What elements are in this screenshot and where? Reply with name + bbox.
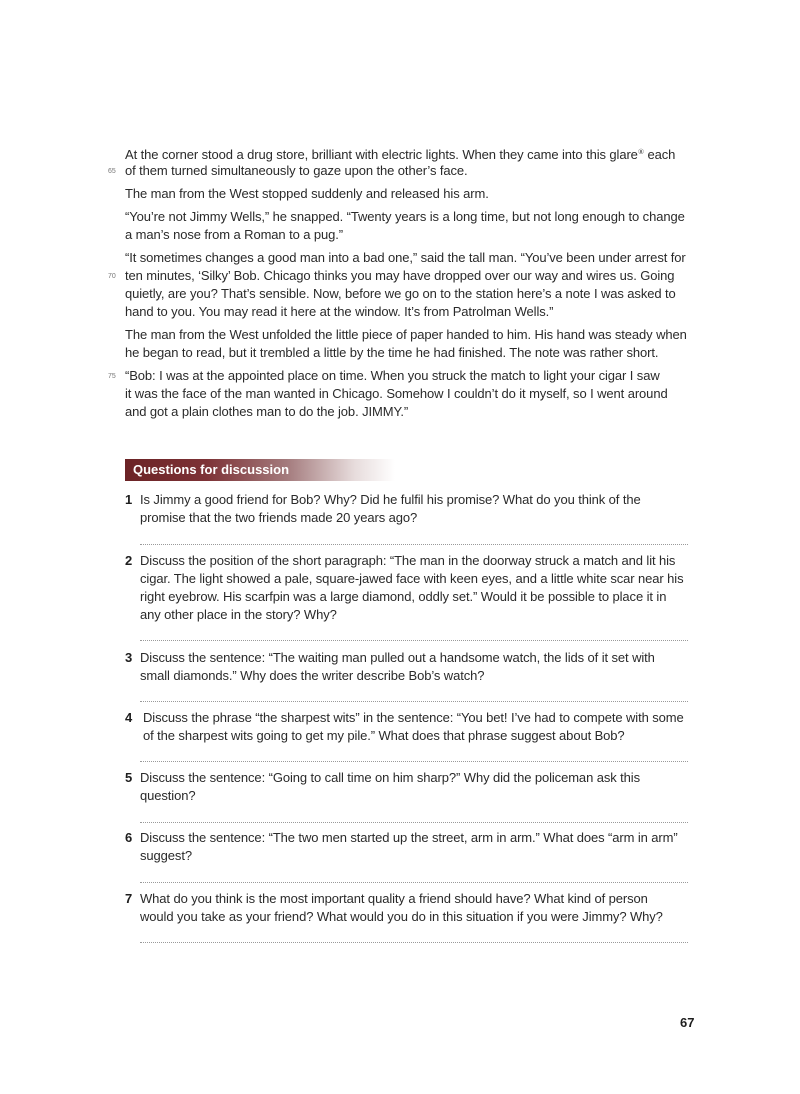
story-line: of them turned simultaneously to gaze upon the other’s face. [125,163,468,178]
question-text: any other place in the story? Why? [140,607,337,622]
question-number: 3 [125,650,133,665]
line-number: 65 [108,168,116,175]
question-text: Discuss the sentence: “The waiting man pulled out a handsome watch, the lids of it set with [140,650,655,665]
question-text: What do you think is the most important quality a friend should have? What kind of person [140,891,648,906]
story-line: “Bob: I was at the appointed place on time. When you struck the match to light your cigar I saw [125,368,660,383]
answer-line[interactable] [140,544,688,545]
story-line: The man from the West unfolded the little piece of paper handed to him. His hand was steady when [125,327,687,342]
story-line: hand to you. You may read it here at the window. It’s from Patrolman Wells.” [125,304,554,319]
question-text: would you take as your friend? What would you do in this situation if you were Jimmy? Why? [140,909,663,924]
answer-line[interactable] [140,761,688,762]
answer-line[interactable] [140,701,688,702]
page-number: 67 [680,1015,695,1030]
questions-header [125,459,395,481]
question-number: 2 [125,553,133,568]
answer-line[interactable] [140,822,688,823]
footnote-mark: ⑧ [637,149,645,156]
line-number: 75 [108,373,116,380]
story-line: quietly, are you? That’s sensible. Now, before we go on to the station here’s a note I was asked to [125,286,676,301]
answer-line[interactable] [140,942,688,943]
question-text: small diamonds.” Why does the writer describe Bob’s watch? [140,668,485,683]
question-number: 4 [125,710,133,725]
story-line: “It sometimes changes a good man into a bad one,” said the tall man. “You’ve been under arrest for [125,250,686,265]
story-line: The man from the West stopped suddenly and released his arm. [125,186,489,201]
question-text: right eyebrow. His scarfpin was a large diamond, oddly set.” Would it be possible to place it in [140,589,667,604]
questions-header-label: Questions for discussion [133,462,290,477]
story-line: “You’re not Jimmy Wells,” he snapped. “Twenty years is a long time, but not long enough to change [125,209,685,224]
question-number: 6 [125,830,133,845]
story-line: ten minutes, ‘Silky’ Bob. Chicago thinks you may have dropped over our way and wires us. Going [125,268,675,283]
question-text: suggest? [140,848,192,863]
question-text: Discuss the sentence: “The two men started up the street, arm in arm.” What does “arm in arm” [140,830,678,845]
question-number: 1 [125,492,133,507]
question-text: Discuss the sentence: “Going to call time on him sharp?” Why did the policeman ask this [140,770,640,785]
story-line: it was the face of the man wanted in Chicago. Somehow I couldn’t do it myself, so I went around [125,386,668,401]
answer-line[interactable] [140,882,688,883]
question-text: promise that the two friends made 20 years ago? [140,510,418,525]
question-text: Discuss the position of the short paragraph: “The man in the doorway struck a match and lit his [140,553,676,568]
line-number: 70 [108,273,116,280]
answer-line[interactable] [140,640,688,641]
story-line: he began to read, but it trembled a little by the time he had finished. The note was rather short. [125,345,659,360]
question-text: Discuss the phrase “the sharpest wits” in the sentence: “You bet! I’ve had to compete with some [143,710,684,725]
story-line: and got a plain clothes man to do the job. JIMMY.” [125,404,409,419]
question-number: 5 [125,770,133,785]
question-text: of the sharpest wits going to get my pile.” What does that phrase suggest about Bob? [143,728,625,743]
question-text: question? [140,788,196,803]
story-line: At the corner stood a drug store, brilliant with electric lights. When they came into this glare⑧ each [125,147,676,162]
question-number: 7 [125,891,133,906]
question-text: Is Jimmy a good friend for Bob? Why? Did he fulfil his promise? What do you think of the [140,492,641,507]
question-text: cigar. The light showed a pale, square-jawed face with keen eyes, and a little white scar near his [140,571,684,586]
story-line: a man’s nose from a Roman to a pug.” [125,227,343,242]
